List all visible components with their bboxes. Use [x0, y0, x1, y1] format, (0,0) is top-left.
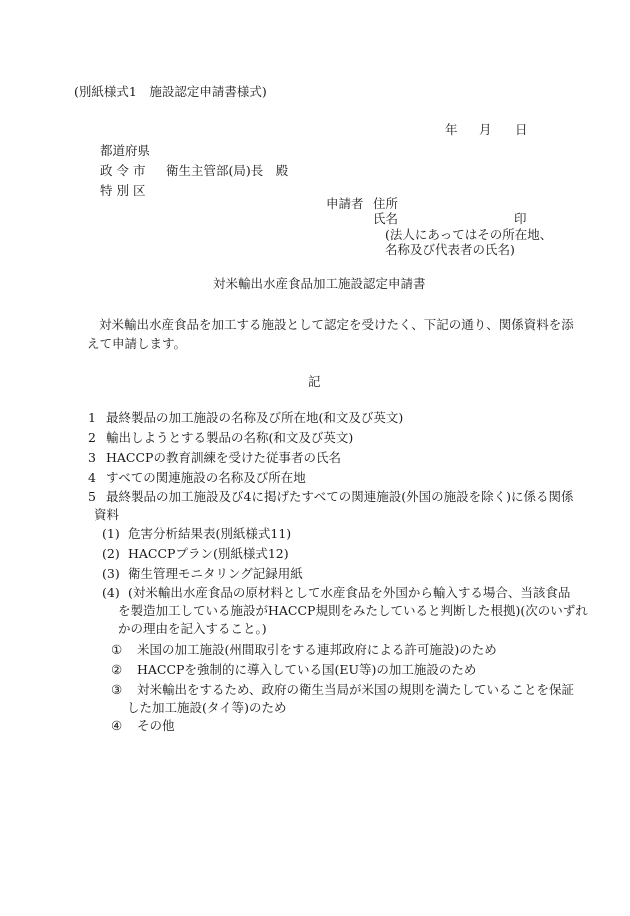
- item-number: 4: [88, 470, 96, 485]
- form-label: (別紙様式1 施設認定申請書様式): [74, 84, 267, 99]
- applicant-seal: 印: [514, 211, 527, 226]
- date-month: 月: [479, 122, 492, 137]
- body-text-line2: えて申請します。: [87, 336, 187, 351]
- body-text-line1: 対米輸出水産食品を加工する施設として認定を受けたく、下記の通り、関係資料を添: [99, 317, 574, 332]
- item-text: HACCPの教育訓練を受けた従事者の氏名: [106, 450, 341, 465]
- item-number: 2: [88, 430, 96, 445]
- reason-text: 対米輸出をするため、政府の衛生当局が米国の規則を満たしていることを保証: [137, 682, 575, 697]
- subitem-text: 危害分析結果表(別紙様式11): [128, 526, 292, 541]
- item-number: 3: [88, 450, 96, 465]
- subitem-text-continued: かの理由を記入すること。): [118, 621, 267, 636]
- applicant-note-line2: 名称及び代表者の氏名): [385, 242, 515, 257]
- subitem-number: (3): [102, 566, 120, 581]
- applicant-label: 申請者: [326, 196, 364, 211]
- item-text: すべての関連施設の名称及び所在地: [106, 470, 306, 485]
- item-number: 1: [88, 410, 96, 425]
- item-text: 輸出しようとする製品の名称(和文及び英文): [106, 430, 354, 445]
- applicant-note-line1: (法人にあってはその所在地、: [385, 227, 553, 242]
- item-text: 最終製品の加工施設の名称及び所在地(和文及び英文): [106, 410, 404, 425]
- subitem-text: 衛生管理モニタリング記録用紙: [128, 566, 303, 581]
- item-number: 5: [88, 489, 96, 504]
- applicant-name-label: 氏名: [373, 211, 399, 226]
- addressee-line2-a: 政 令 市: [100, 163, 146, 178]
- addressee-line2-b: 衛生主管部(局)長 殿: [166, 163, 289, 178]
- subitem-number: (2): [102, 546, 120, 561]
- reason-text: その他: [137, 718, 175, 733]
- reason-number: ④: [111, 718, 123, 733]
- ki-heading: 記: [308, 374, 321, 389]
- subitem-text-continued: を製造加工している施設がHACCP規則をみたしていると判断した根拠)(次のいずれ: [118, 603, 588, 618]
- addressee-line1: 都道府県: [100, 143, 151, 158]
- reason-text-continued: した加工施設(タイ等)のため: [127, 700, 287, 715]
- date-day: 日: [515, 122, 528, 137]
- document-title: 対米輸出水産食品加工施設認定申請書: [213, 276, 426, 291]
- reason-text: 米国の加工施設(州間取引をする連邦政府による許可施設)のため: [137, 642, 497, 657]
- addressee-line3: 特 別 区: [100, 183, 146, 198]
- reason-number: ③: [111, 682, 123, 697]
- subitem-number: (1): [102, 526, 120, 541]
- item-text-continued: 資料: [94, 507, 120, 522]
- item-text: 最終製品の加工施設及び4に掲げたすべての関連施設(外国の施設を除く)に係る関係: [106, 489, 574, 504]
- subitem-text: HACCPプラン(別紙様式12): [128, 546, 289, 561]
- reason-number: ②: [111, 662, 123, 677]
- reason-text: HACCPを強制的に導入している国(EU等)の加工施設のため: [137, 662, 477, 677]
- date-year: 年: [445, 122, 458, 137]
- reason-number: ①: [111, 642, 123, 657]
- subitem-number: (4): [102, 585, 120, 600]
- applicant-address-label: 住所: [373, 196, 399, 211]
- subitem-text: (対米輸出水産食品の原材料として水産食品を外国から輸入する場合、当該食品: [128, 585, 571, 600]
